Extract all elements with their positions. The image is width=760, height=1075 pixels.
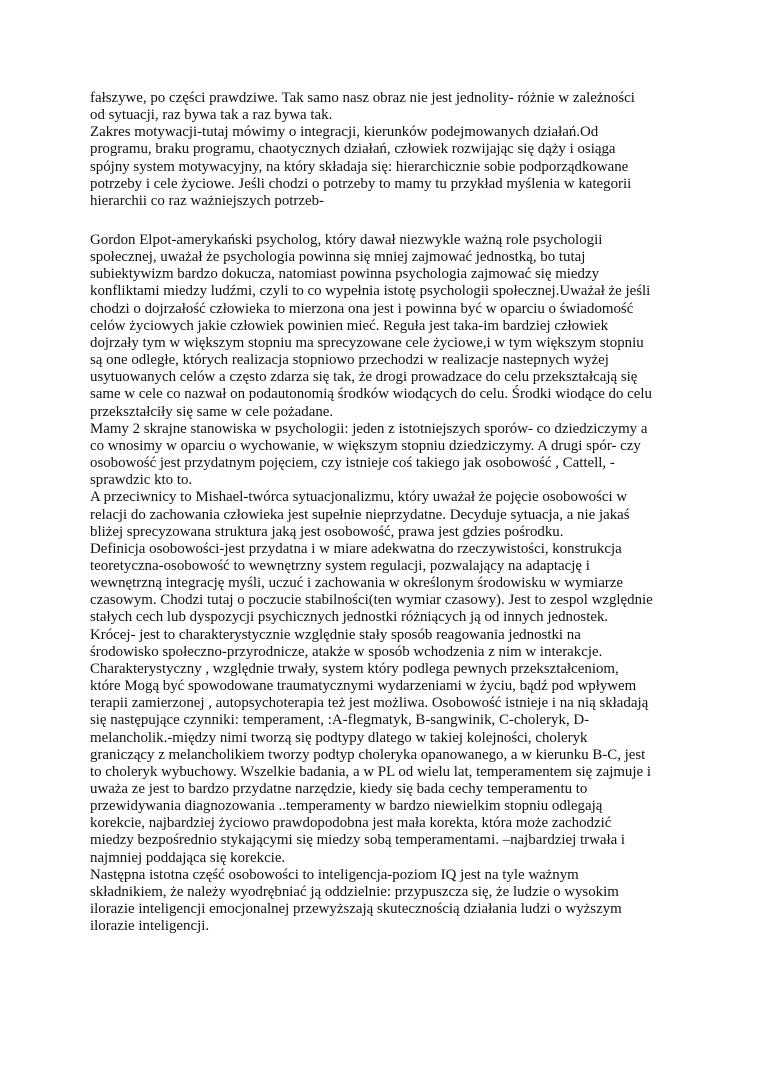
text-line: Mamy 2 skrajne stanowiska w psychologii: jeden z istotniejszych sporów- co dziedziczymy a	[90, 420, 648, 437]
text-line: Krócej- jest to charakterystycznie względnie stały sposób reagowania jednostki na	[90, 626, 581, 643]
paragraph-block-motivation	[90, 90, 674, 210]
text-line: korekcie, najbardziej życiowo prawdopodobna jest mała korekta, która może zachodzić	[90, 815, 612, 832]
text-line: potrzeby i cele życiowe. Jeśli chodzi o potrzeby to mamy tu przykład myślenia w kategorii	[90, 175, 632, 192]
text-line: ilorazie inteligencji.	[90, 918, 210, 935]
text-line: graniczący z melancholikiem tworzy podtyp choleryka opanowanego, a w kierunku B-C, jest	[90, 746, 646, 763]
text-line: Definicja osobowości-jest przydatna i w miare adekwatna do rzeczywistości, konstrukcja	[90, 540, 622, 557]
text-line: Zakres motywacji-tutaj mówimy o integracji, kierunków podejmowanych działań.Od	[90, 124, 599, 141]
text-line: konfliktami miedzy ludźmi, czyli to co wypełnia istotę psychologii społecznej.Uważał że jeśli	[90, 283, 651, 300]
text-line: hierarchii co raz ważniejszych potrzeb-	[90, 192, 324, 209]
text-line: wewnętrzną integrację myśli, uczuć i zachowania w określonym środowisku w wymiarze	[90, 575, 623, 592]
text-line: uważa ze jest to bardzo przydatne narzędzie, kiedy się bada cechy temperamentu to	[90, 781, 588, 797]
text-line: miedzy bezpośrednio stykającymi się miedzy sobą temperamentami. –najbardziej trwała i	[90, 832, 626, 849]
text-line: składnikiem, że należy wyodrębniać ją oddzielnie: przypuszcza się, że ludzie o wysokim	[90, 883, 619, 900]
text-line: teoretyczna-osobowość to wewnętrzny system regulacji, pozwalający na adaptację i	[90, 557, 590, 574]
text-line: chodzi o dojrzałość człowieka to mierzona ona jest i powinna być w oparciu o świadomość	[90, 300, 634, 317]
text-line: osobowość jest przydatnym pojęciem, czy istnieje coś takiego jak osobowość , Cattell, -	[90, 455, 615, 472]
text-line: przekształciły się same w cele pożadane.	[90, 403, 334, 420]
text-line: społecznej, uważał że psychologia powinna się mniej zajmować jednostką, bo tutaj	[90, 249, 586, 266]
text-line: Gordon Elpot-amerykański psycholog, który dawał niezwykle ważną role psychologii	[90, 232, 603, 248]
text-line: środowisko społeczno-przyrodnicze, atakże w sposób wchodzenia z nim w interakcje.	[90, 643, 603, 660]
text-line: najmniej poddająca się korekcie.	[90, 849, 286, 866]
text-line: to choleryk wybuchowy. Wszelkie badania, a w PL od wielu lat, temperamentem się zajmuje i	[90, 763, 651, 780]
text-line: fałszywe, po części prawdziwe. Tak samo nasz obraz nie jest jednolity- różnie w zależności	[90, 90, 635, 106]
text-line: terapii zamierzonej , autopsychoterapia też jest możliwa. Osobowość istnieje i na nią składają	[90, 695, 649, 712]
text-line: dojrzały tym w większym stopniu ma sprecyzowane cele życiowe,i w tym większym stopniu	[90, 334, 644, 351]
text-line: ilorazie inteligencji emocjonalnej przewyższają skutecznością działania ludzi o wyższym	[90, 901, 622, 918]
paragraph-block-personality	[90, 232, 674, 935]
text-line: bliżej sprecyzowana struktura jaką jest osobowość, prawa jest gdzies pośrodku.	[90, 523, 564, 540]
text-line: melancholik.-między nimi tworzą się podtypy dlatego w takiej kolejności, choleryk	[90, 729, 588, 746]
text-line: spójny system motywacyjny, na który składaja się: hierarchicznie sobie podporządkowane	[90, 158, 629, 175]
text-line: Następna istotna część osobowości to inteligencja-poziom IQ jest na tyle ważnym	[90, 866, 579, 883]
text-line: się następujące czynniki: temperament, :A-flegmatyk, B-sangwinik, C-choleryk, D-	[90, 712, 590, 729]
text-line: są one odległe, których realizacja stopniowo przechodzi w realizacje nastepnych wyżej	[90, 352, 609, 369]
text-line: celów życiowych jakie człowiek powinien mieć. Reguła jest taka-im bardziej człowiek	[90, 317, 609, 334]
text-line: stałych cech lub dyspozycji psychicznych jednostki różniących ją od innych jednostek.	[90, 609, 609, 626]
text-line: przewidywania diagnozowania ..temperamenty w bardzo niewielkim stopniu odlegają	[90, 798, 603, 815]
text-line: usytuowanych celów a często zdarza się tak, że drogi prowadzace do celu przekształcają się	[90, 369, 638, 386]
text-line: programu, braku programu, chaotycznych działań, człowiek rozwijając się dąży i osiąga	[90, 141, 616, 158]
text-line: sprawdzic kto to.	[90, 472, 193, 489]
text-line: które Mogą być spowodowane traumatycznymi wydarzeniami w życiu, bądź pod wpływem	[90, 678, 637, 695]
text-line: od sytuacji, raz bywa tak a raz bywa tak.	[90, 107, 333, 124]
text-line: Charakterystyczny , względnie trwały, system który podlega pewnych przekształceniom,	[90, 660, 619, 677]
text-line: same w cele co nazwał on podautonomią środków wiodących do celu. Środki wiodące do celu	[90, 386, 652, 403]
text-line: relacji do zachowania człowieka jest supełnie nieprzydatne. Decyduje sytuacja, a nie jakaś	[90, 506, 630, 523]
text-line: czasowym. Chodzi tutaj o poczucie stabilności(ten wymiar czasowy). Jest to zespol względnie	[90, 592, 653, 609]
text-line: co wnosimy w oparciu o wychowanie, w większym stopniu dziedziczymy. A drugi spór- czy	[90, 437, 641, 454]
text-line: A przeciwnicy to Mishael-twórca sytuacjonalizmu, który uważał że pojęcie osobowości w	[90, 489, 628, 506]
text-line: subiektywizm bardzo dokucza, natomiast powinna psychologia zajmować się miedzy	[90, 266, 600, 283]
